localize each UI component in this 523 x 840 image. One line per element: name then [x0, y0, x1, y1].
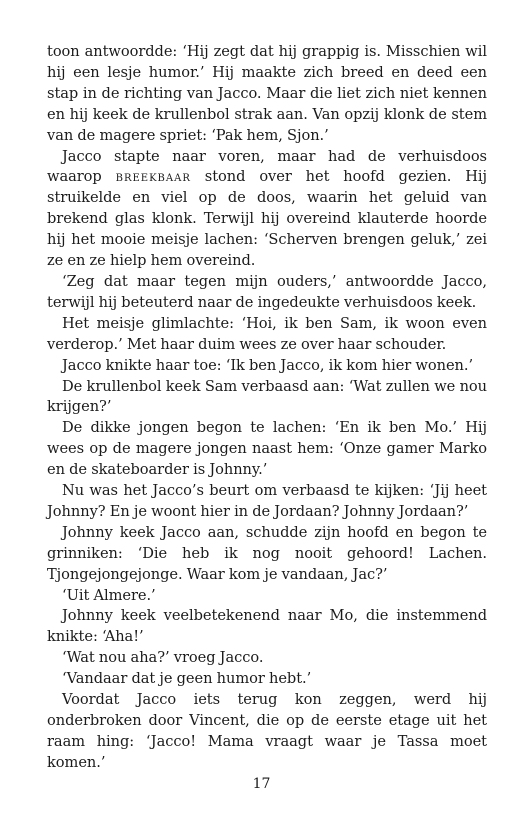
paragraph-10: ‘Uit Almere.’	[62, 586, 156, 604]
page-number: 17	[252, 776, 271, 792]
paragraph-11: Johnny keek veelbetekenend naar Mo, die instemmend knikte: ‘Aha!’	[47, 607, 487, 646]
paragraph-2-part-2: stond over het hoofd gezien. Hij struikelde en viel op de doos, waarin het geluid van brekend glas klonk. Terwijl hij overeind klauterde hoorde hij het mooie meisje lachen: ‘Scherven brengen geluk,’ zei ze en ze hielp hem overeind.	[47, 168, 488, 270]
paragraph-13: ‘Vandaar dat je geen humor hebt.’	[62, 670, 312, 688]
paragraph-7: De dikke jongen begon te lachen: ‘En ik ben Mo.’ Hij wees op de magere jongen naast hem: ‘Onze gamer Marko en de skateboarder is Johnny.’	[47, 419, 487, 479]
breekbaar-label: breekbaar	[115, 168, 191, 186]
paragraph-2	[47, 147, 487, 272]
paragraph-12: ‘Wat nou aha?’ vroeg Jacco.	[62, 649, 264, 667]
paragraph-4: Het meisje glimlachte: ‘Hoi, ik ben Sam, ik woon even verderop.’ Met haar duim wees ze over haar schouder.	[47, 314, 487, 353]
paragraph-1: toon antwoordde: ‘Hij zegt dat hij grappig is. Misschien wil hij een lesje humor.’ Hij maakte zich breed en deed een stap in de richting van Jacco. Maar die liet zich niet kennen en hij keek de krullenbol strak aan. Van opzij klonk de stem van de magere spriet: ‘Pak hem, Sjon.’	[47, 43, 487, 144]
paragraph-9: Johnny keek Jacco aan, schudde zijn hoofd en begon te grinniken: ‘Die heb ik nog nooit gehoord! Lachen. Tjongejongejonge. Waar kom je vandaan, Jac?’	[47, 523, 487, 583]
body-text	[47, 42, 487, 774]
paragraph-2-part-1: Jacco stapte naar voren, maar had de verhuisdoos waarop	[47, 147, 487, 186]
paragraph-8: Nu was het Jacco’s beurt om verbaasd te kijken: ‘Jij heet Johnny? En je woont hier in de Jordaan? Johnny Jordaan?’	[47, 482, 487, 520]
paragraph-5: Jacco knikte haar toe: ‘Ik ben Jacco, ik kom hier wonen.’	[62, 356, 474, 374]
paragraph-14: Voordat Jacco iets terug kon zeggen, werd hij onderbroken door Vincent, die op de eerste etage uit het raam hing: ‘Jacco! Mama vraagt waar je Tassa moet komen.’	[47, 691, 487, 771]
paragraph-3: ‘Zeg dat maar tegen mijn ouders,’ antwoordde Jacco, terwijl hij beteuterd naar de ingedeukte verhuisdoos keek.	[47, 272, 487, 311]
paragraph-6: De krullenbol keek Sam verbaasd aan: ‘Wat zullen we nou krijgen?’	[47, 377, 487, 416]
